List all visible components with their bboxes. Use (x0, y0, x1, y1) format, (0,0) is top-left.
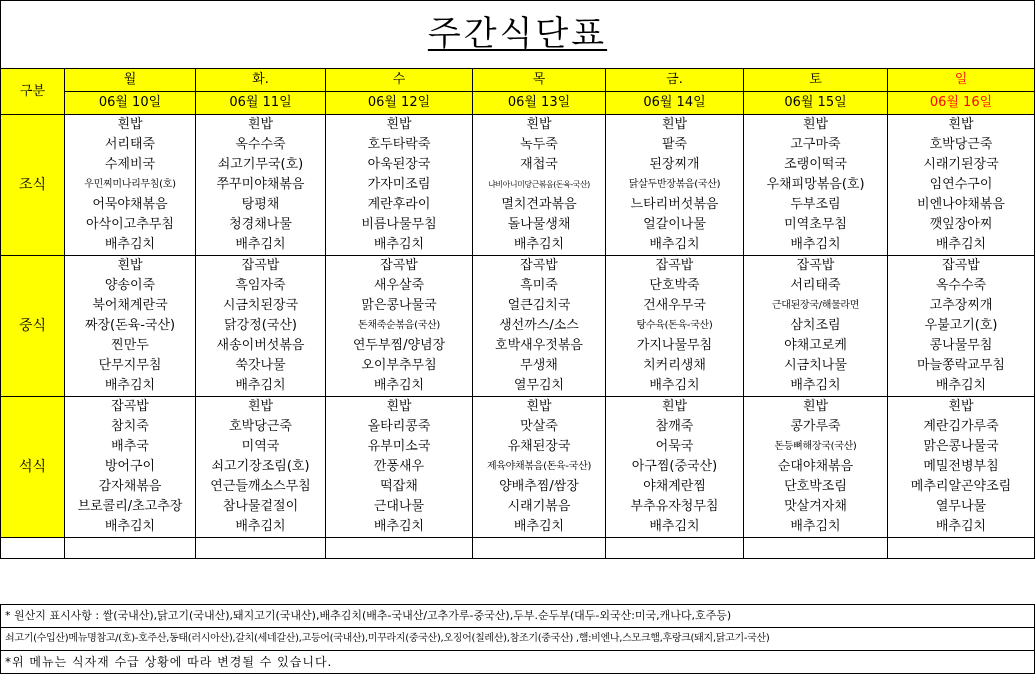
menu-cell: 메추리알곤약조림 (888, 477, 1035, 497)
menu-cell: 맑은콩나물국 (888, 437, 1035, 457)
day-header: 월 (65, 69, 196, 92)
menu-cell: 계란후라이 (326, 195, 473, 215)
change-notice: *위 메뉴는 식자재 수급 상황에 따라 변경될 수 있습니다. (1, 650, 1034, 673)
menu-cell: 닭살두반장볶음(국산) (606, 175, 744, 195)
menu-cell: 생선까스/소스 (473, 316, 606, 336)
menu-cell: 무생채 (473, 356, 606, 376)
menu-cell: 흰밥 (606, 115, 744, 136)
menu-cell: 흰밥 (473, 115, 606, 136)
menu-cell: 우불고기(호) (888, 316, 1035, 336)
menu-cell: 냐비아니미당근볶음(돈육-국산) (473, 175, 606, 195)
menu-cell: 호박당근죽 (888, 135, 1035, 155)
menu-cell: 흰밥 (196, 397, 326, 418)
menu-cell: 북어채계란국 (65, 296, 196, 316)
menu-cell: 단무지무침 (65, 356, 196, 376)
menu-cell: 우채피망볶음(호) (744, 175, 888, 195)
menu-cell: 재첩국 (473, 155, 606, 175)
menu-cell: 수제비국 (65, 155, 196, 175)
menu-cell: 방어구이 (65, 457, 196, 477)
menu-row (1, 155, 1035, 175)
menu-cell: 야채계란찜 (606, 477, 744, 497)
menu-cell: 가자미조림 (326, 175, 473, 195)
menu-cell: 시래기된장국 (888, 155, 1035, 175)
menu-cell: 쇠고기무국(호) (196, 155, 326, 175)
menu-row (1, 256, 1035, 277)
menu-row (1, 316, 1035, 336)
menu-cell: 돈등뼈해장국(국산) (744, 437, 888, 457)
menu-row (1, 397, 1035, 418)
menu-cell: 서리태죽 (744, 276, 888, 296)
menu-cell: 팥죽 (606, 135, 744, 155)
menu-cell: 흰밥 (744, 115, 888, 136)
menu-cell: 새우살죽 (326, 276, 473, 296)
menu-cell: 비름나물무침 (326, 215, 473, 235)
day-header: 금. (606, 69, 744, 92)
menu-cell: 아욱된장국 (326, 155, 473, 175)
menu-cell: 시래기볶음 (473, 497, 606, 517)
menu-row (1, 376, 1035, 397)
menu-cell: 맑은콩나물국 (326, 296, 473, 316)
menu-cell: 배추김치 (326, 517, 473, 538)
menu-cell: 고구마죽 (744, 135, 888, 155)
menu-cell: 배추김치 (196, 235, 326, 256)
menu-cell: 녹두죽 (473, 135, 606, 155)
menu-cell: 흰밥 (744, 397, 888, 418)
date-header: 06월 11일 (196, 92, 326, 115)
menu-cell: 된장찌개 (606, 155, 744, 175)
menu-cell: 배추김치 (65, 235, 196, 256)
menu-cell: 쭈꾸미야채볶음 (196, 175, 326, 195)
menu-row (1, 517, 1035, 538)
menu-cell: 배추김치 (65, 517, 196, 538)
menu-cell: 비엔나야채볶음 (888, 195, 1035, 215)
menu-cell: 고추장찌개 (888, 296, 1035, 316)
menu-cell: 배추김치 (326, 235, 473, 256)
menu-cell: 서리태죽 (65, 135, 196, 155)
menu-cell: 조랭이떡국 (744, 155, 888, 175)
menu-cell: 흰밥 (65, 256, 196, 277)
menu-row (1, 336, 1035, 356)
day-header: 일 (888, 69, 1035, 92)
menu-row (1, 437, 1035, 457)
menu-cell: 아구찜(중국산) (606, 457, 744, 477)
meal-label: 석식 (1, 397, 65, 538)
day-header: 목 (473, 69, 606, 92)
menu-cell: 오이부추무침 (326, 356, 473, 376)
menu-cell: 참깨죽 (606, 417, 744, 437)
menu-cell: 단호박죽 (606, 276, 744, 296)
menu-cell: 부추유자청무침 (606, 497, 744, 517)
menu-row (1, 457, 1035, 477)
gubun-label: 구분 (1, 69, 65, 115)
day-header: 토 (744, 69, 888, 92)
menu-row (1, 296, 1035, 316)
menu-cell: 돌나물생채 (473, 215, 606, 235)
menu-cell: 흰밥 (473, 397, 606, 418)
menu-cell: 탕평채 (196, 195, 326, 215)
menu-cell: 배추김치 (606, 235, 744, 256)
menu-cell: 흰밥 (326, 115, 473, 136)
menu-cell: 감자채볶음 (65, 477, 196, 497)
menu-cell: 호박새우젓볶음 (473, 336, 606, 356)
menu-cell: 순대야채볶음 (744, 457, 888, 477)
menu-cell: 배추김치 (744, 517, 888, 538)
menu-row (1, 115, 1035, 136)
menu-row (1, 356, 1035, 376)
menu-cell: 잡곡밥 (744, 256, 888, 277)
menu-cell: 치커리생채 (606, 356, 744, 376)
menu-cell: 호박당근죽 (196, 417, 326, 437)
menu-cell: 흰밥 (606, 397, 744, 418)
menu-cell: 배추국 (65, 437, 196, 457)
menu-cell: 잡곡밥 (606, 256, 744, 277)
menu-cell: 시금치된장국 (196, 296, 326, 316)
page-title (1, 14, 1034, 54)
menu-cell: 옥수수죽 (196, 135, 326, 155)
menu-cell: 아삭이고추무침 (65, 215, 196, 235)
page-title-text: 주간식단표 (427, 14, 608, 54)
day-header: 수 (326, 69, 473, 92)
origin-note-detail: 쇠고기(수입산)메뉴명참고/(호)-호주산,동태(러시아산),갈치(세네갈산),고등어(국내산),미꾸라지(중국산),오징어(칠레산),참조기(중국산) ,햄:비엔나,스모크햄,후랑크(돼지,닭고기-국산) (1, 627, 1034, 650)
notes-section (0, 604, 1035, 674)
menu-cell: 근대나물 (326, 497, 473, 517)
menu-cell: 돈채죽순볶음(국산) (326, 316, 473, 336)
menu-cell: 시금치나물 (744, 356, 888, 376)
menu-cell: 야채고로케 (744, 336, 888, 356)
blank-cell (473, 538, 606, 559)
menu-cell: 잡곡밥 (196, 256, 326, 277)
menu-cell: 흰밥 (888, 115, 1035, 136)
date-header: 06월 10일 (65, 92, 196, 115)
menu-cell: 마늘쫑락교무침 (888, 356, 1035, 376)
menu-row (1, 235, 1035, 256)
blank-cell (196, 538, 326, 559)
menu-cell: 올타리콩죽 (326, 417, 473, 437)
menu-cell: 잡곡밥 (65, 397, 196, 418)
menu-cell: 연두부찜/양념장 (326, 336, 473, 356)
menu-row (1, 195, 1035, 215)
menu-cell: 콩나물무침 (888, 336, 1035, 356)
menu-cell: 얼큰김치국 (473, 296, 606, 316)
menu-cell: 단호박조림 (744, 477, 888, 497)
menu-cell: 잡곡밥 (326, 256, 473, 277)
menu-cell: 건새우무국 (606, 296, 744, 316)
menu-cell: 참나물겉절이 (196, 497, 326, 517)
menu-cell: 배추김치 (196, 517, 326, 538)
menu-cell: 삼치조림 (744, 316, 888, 336)
menu-cell: 탕수육(돈육-국산) (606, 316, 744, 336)
menu-cell: 미역초무침 (744, 215, 888, 235)
menu-cell: 배추김치 (744, 235, 888, 256)
day-header: 화. (196, 69, 326, 92)
blank-row (1, 538, 1035, 559)
date-header: 06월 15일 (744, 92, 888, 115)
menu-cell: 짜장(돈육-국산) (65, 316, 196, 336)
menu-cell: 배추김치 (888, 517, 1035, 538)
menu-cell: 배추김치 (196, 376, 326, 397)
menu-cell: 찐만두 (65, 336, 196, 356)
date-header-row (1, 92, 1035, 115)
blank-cell (1, 538, 65, 559)
menu-cell: 두부조림 (744, 195, 888, 215)
menu-cell: 배추김치 (888, 376, 1035, 397)
menu-cell: 얼갈이나물 (606, 215, 744, 235)
meal-label: 조식 (1, 115, 65, 256)
menu-cell: 메밀전병부침 (888, 457, 1035, 477)
menu-cell: 어묵야채볶음 (65, 195, 196, 215)
menu-cell: 우민찌미나리무침(호) (65, 175, 196, 195)
menu-cell: 배추김치 (473, 235, 606, 256)
menu-cell: 계란김가루죽 (888, 417, 1035, 437)
menu-cell: 배추김치 (606, 376, 744, 397)
menu-cell: 유채된장국 (473, 437, 606, 457)
menu-cell: 미역국 (196, 437, 326, 457)
menu-cell: 양배추찜/쌈장 (473, 477, 606, 497)
menu-cell: 흰밥 (888, 397, 1035, 418)
date-header: 06월 16일 (888, 92, 1035, 115)
menu-cell: 흰밥 (326, 397, 473, 418)
menu-cell: 흑미죽 (473, 276, 606, 296)
menu-cell: 맛살죽 (473, 417, 606, 437)
menu-cell: 잡곡밥 (888, 256, 1035, 277)
menu-cell: 호두타락죽 (326, 135, 473, 155)
menu-row (1, 477, 1035, 497)
menu-cell: 임연수구이 (888, 175, 1035, 195)
menu-cell: 청경채나물 (196, 215, 326, 235)
menu-cell: 브로콜리/초고추장 (65, 497, 196, 517)
menu-cell: 콩가루죽 (744, 417, 888, 437)
menu-row (1, 135, 1035, 155)
menu-cell: 제육야채볶음(돈육-국산) (473, 457, 606, 477)
date-header: 06월 12일 (326, 92, 473, 115)
menu-cell: 옥수수죽 (888, 276, 1035, 296)
menu-cell: 배추김치 (888, 235, 1035, 256)
menu-cell: 깐풍새우 (326, 457, 473, 477)
blank-cell (65, 538, 196, 559)
blank-cell (888, 538, 1035, 559)
menu-cell: 쇠고기장조림(호) (196, 457, 326, 477)
menu-row (1, 215, 1035, 235)
menu-cell: 흰밥 (196, 115, 326, 136)
menu-cell: 깻잎장아찌 (888, 215, 1035, 235)
menu-cell: 근대된장국/해물라면 (744, 296, 888, 316)
menu-cell: 흑임자죽 (196, 276, 326, 296)
menu-cell: 배추김치 (326, 376, 473, 397)
origin-note: * 원산지 표시사항 : 쌀(국내산),닭고기(국내산),돼지고기(국내산),배추김치(배추-국내산/고추가루-중국산),두부.순두부(대두-외국산:미국,캐나다,호주등) (1, 604, 1034, 627)
menu-row (1, 175, 1035, 195)
blank-cell (606, 538, 744, 559)
menu-cell: 잡곡밥 (473, 256, 606, 277)
menu-cell: 떡잡채 (326, 477, 473, 497)
menu-cell: 흰밥 (65, 115, 196, 136)
menu-cell: 어묵국 (606, 437, 744, 457)
menu-cell: 쑥갓나물 (196, 356, 326, 376)
menu-cell: 멸치견과볶음 (473, 195, 606, 215)
menu-cell: 느타리버섯볶음 (606, 195, 744, 215)
menu-cell: 맛살겨자채 (744, 497, 888, 517)
meal-label: 중식 (1, 256, 65, 397)
menu-cell: 배추김치 (744, 376, 888, 397)
date-header: 06월 14일 (606, 92, 744, 115)
menu-cell: 배추김치 (606, 517, 744, 538)
menu-cell: 유부미소국 (326, 437, 473, 457)
menu-cell: 가지나물무침 (606, 336, 744, 356)
blank-cell (326, 538, 473, 559)
menu-cell: 연근들깨소스무침 (196, 477, 326, 497)
day-header-row (1, 69, 1035, 92)
date-header: 06월 13일 (473, 92, 606, 115)
menu-row (1, 417, 1035, 437)
menu-cell: 열무나물 (888, 497, 1035, 517)
menu-cell: 양송이죽 (65, 276, 196, 296)
menu-cell: 새송이버섯볶음 (196, 336, 326, 356)
menu-table (0, 68, 1035, 559)
menu-cell: 닭강정(국산) (196, 316, 326, 336)
menu-cell: 열무김치 (473, 376, 606, 397)
title-area (0, 0, 1035, 69)
menu-cell: 배추김치 (473, 517, 606, 538)
blank-cell (744, 538, 888, 559)
menu-cell: 배추김치 (65, 376, 196, 397)
menu-row (1, 497, 1035, 517)
menu-row (1, 276, 1035, 296)
menu-cell: 참치죽 (65, 417, 196, 437)
